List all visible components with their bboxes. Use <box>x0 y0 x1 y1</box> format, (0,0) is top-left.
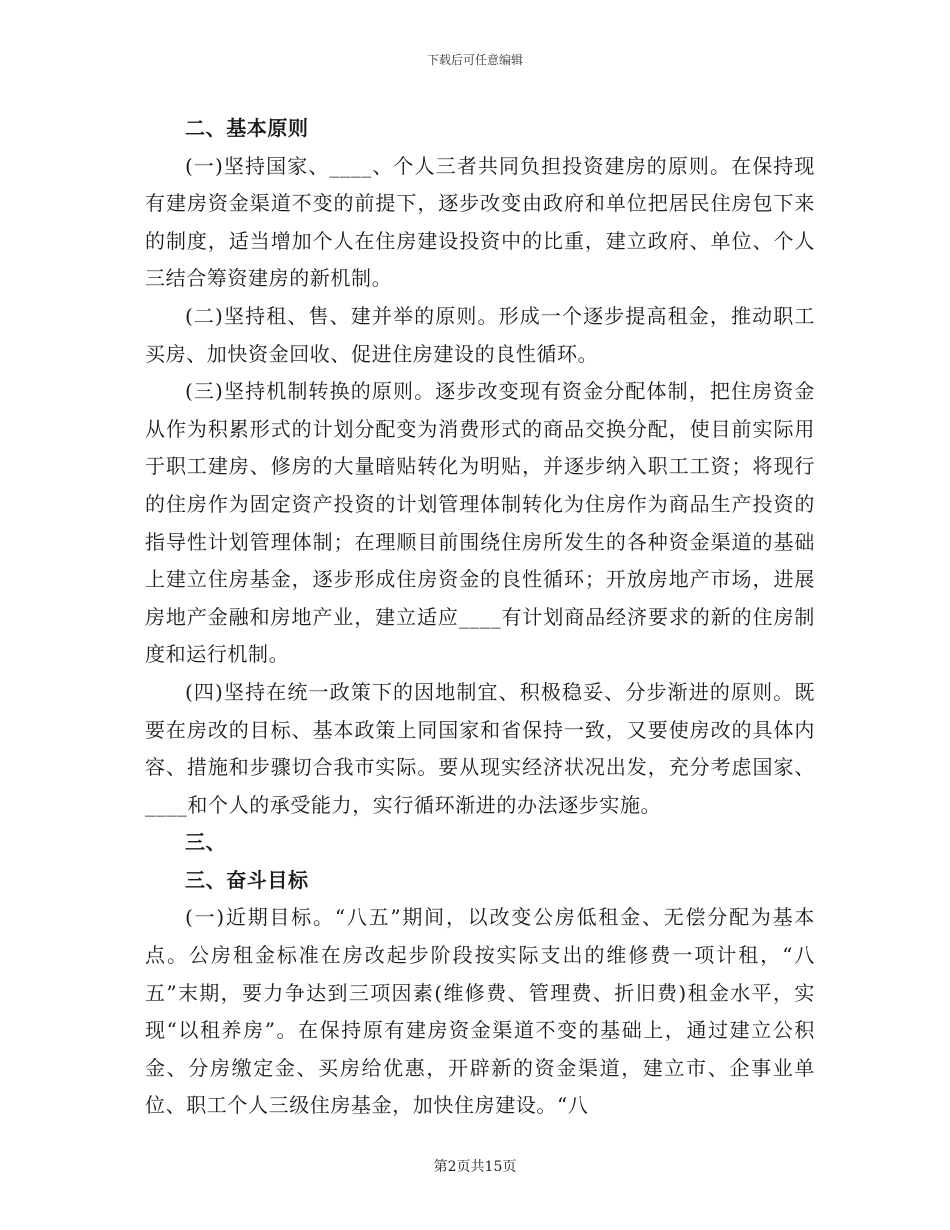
document-body <box>145 110 815 1125</box>
principle-paragraph-2: (二)坚持租、售、建并举的原则。形成一个逐步提高租金，推动职工买房、加快资金回收、促进住房建设的良性循环。 <box>145 303 815 366</box>
principle-paragraph-4: (四)坚持在统一政策下的因地制宜、积极稳妥、分步渐进的原则。既要在房改的目标、基本政策上同国家和省保持一致，又要使房改的具体内容、措施和步骤切合我市实际。要从现实经济状况出发，充分考虑国家、____和个人的承受能力，实行循环渐进的办法逐步实施。 <box>145 679 815 817</box>
page-header-note: 下载后可任意编辑 <box>426 53 523 67</box>
page-number: 第2页共15页 <box>433 1159 517 1175</box>
section-heading-goals: 三、奋斗目标 <box>185 867 309 892</box>
section-heading-three-stub: 三、 <box>185 830 227 855</box>
section-heading-basic-principles: 二、基本原则 <box>185 116 309 140</box>
goals-paragraph-1: (一)近期目标。“八五”期间，以改变公房低租金、无偿分配为基本点。公房租金标准在房改起步阶段按实际支出的维修费一项计租，“八五”末期，要力争达到三项因素(维修费、管理费、折旧费)租金水平，实现“以租养房”。在保持原有建房资金渠道不变的基础上，通过建立公积金、分房缴定金、买房给优惠，开辟新的资金渠道，建立市、企事业单位、职工个人三级住房基金，加快住房建设。“八 <box>145 905 815 1118</box>
principle-paragraph-1: (一)坚持国家、____、个人三者共同负担投资建房的原则。在保持现有建房资金渠道不变的前提下，逐步改变由政府和单位把居民住房包下来的制度，适当增加个人在住房建设投资中的比重，建立政府、单位、个人三结合筹资建房的新机制。 <box>145 153 815 291</box>
principle-paragraph-3: (三)坚持机制转换的原则。逐步改变现有资金分配体制，把住房资金从作为积累形式的计划分配变为消费形式的商品交换分配，使目前实际用于职工建房、修房的大量暗贴转化为明贴，并逐步纳入职工工资；将现行的住房作为固定资产投资的计划管理体制转化为住房作为商品生产投资的指导性计划管理体制；在理顺目前围绕住房所发生的各种资金渠道的基础上建立住房基金，逐步形成住房资金的良性循环；开放房地产市场，进展房地产金融和房地产业，建立适应____有计划商品经济要求的新的住房制度和运行机制。 <box>145 379 815 667</box>
